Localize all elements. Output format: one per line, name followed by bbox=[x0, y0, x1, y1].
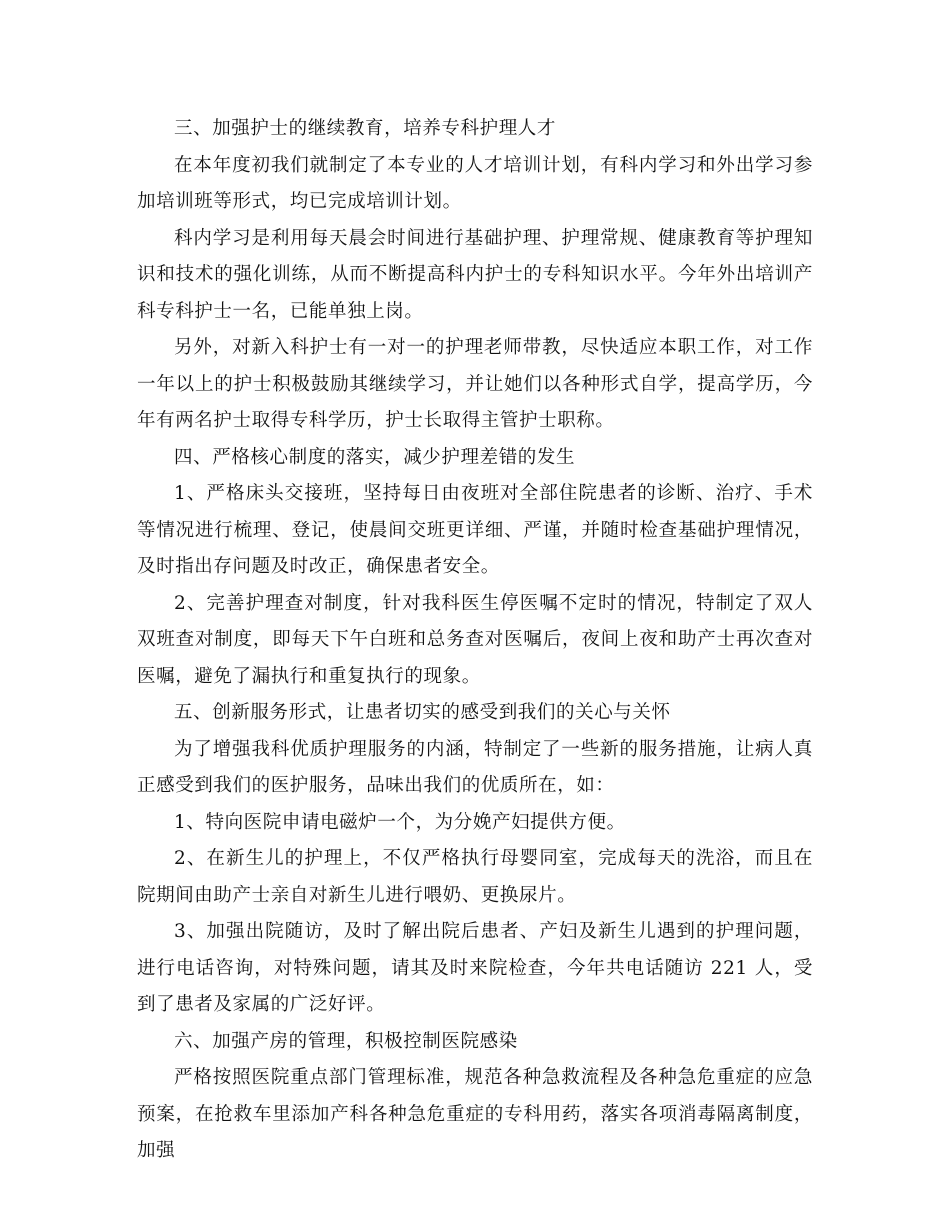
section-heading-6: 六、加强产房的管理，积极控制医院感染 bbox=[174, 1030, 518, 1052]
list-item: 2、在新生儿的护理上，不仅严格执行母婴同室，完成每天的洗浴，而且在院期间由助产士亲自对新生儿进行喂奶、更换尿片。 bbox=[137, 848, 813, 906]
paragraph: 科内学习是利用每天晨会时间进行基础护理、护理常规、健康教育等护理知识和技术的强化训练，从而不断提高科内护士的专科知识水平。今年外出培训产科专科护士一名，已能单独上岗。 bbox=[137, 227, 813, 322]
section-heading-3: 三、加强护士的继续教育，培养专科护理人才 bbox=[174, 118, 557, 139]
section-heading-5: 五、创新服务形式，让患者切实的感受到我们的关心与关怀 bbox=[174, 702, 671, 723]
paragraph: 严格按照医院重点部门管理标准，规范各种急救流程及各种急危重症的应急预案，在抢救车里添加产科各种急危重症的专科用药，落实各项消毒隔离制度，加强 bbox=[137, 1067, 813, 1161]
section-heading-4: 四、严格核心制度的落实，减少护理差错的发生 bbox=[174, 446, 576, 468]
document-body bbox=[137, 111, 813, 1170]
paragraph: 另外，对新入科护士有一对一的护理老师带教，尽快适应本职工作，对工作一年以上的护士积极鼓励其继续学习，并让她们以各种形式自学，提高学历，今年有两名护士取得专科学历，护士长取得主管护士职称。 bbox=[137, 337, 813, 431]
list-item: 2、完善护理查对制度，针对我科医生停医嘱不定时的情况，特制定了双人双班查对制度，即每天下午白班和总务查对医嘱后，夜间上夜和助产士再次查对医嘱，避免了漏执行和重复执行的现象。 bbox=[137, 592, 813, 687]
list-item: 3、加强出院随访，及时了解出院后患者、产妇及新生儿遇到的护理问题，进行电话咨询，对特殊问题，请其及时来院检查，今年共电话随访 221 人，受到了患者及家属的广泛好评。 bbox=[137, 921, 813, 1015]
paragraph: 为了增强我科优质护理服务的内涵，特制定了一些新的服务措施，让病人真正感受到我们的医护服务，品味出我们的优质所在，如： bbox=[137, 738, 813, 796]
list-item: 1、特向医院申请电磁炉一个，为分娩产妇提供方便。 bbox=[174, 811, 626, 833]
list-item: 1、严格床头交接班，坚持每日由夜班对全部住院患者的诊断、治疗、手术等情况进行梳理、登记，使晨间交班更详细、严谨，并随时检查基础护理情况，及时指出存问题及时改正，确保患者安全。 bbox=[137, 483, 813, 577]
paragraph: 在本年度初我们就制定了本专业的人才培训计划，有科内学习和外出学习参加培训班等形式，均已完成培训计划。 bbox=[137, 154, 813, 212]
